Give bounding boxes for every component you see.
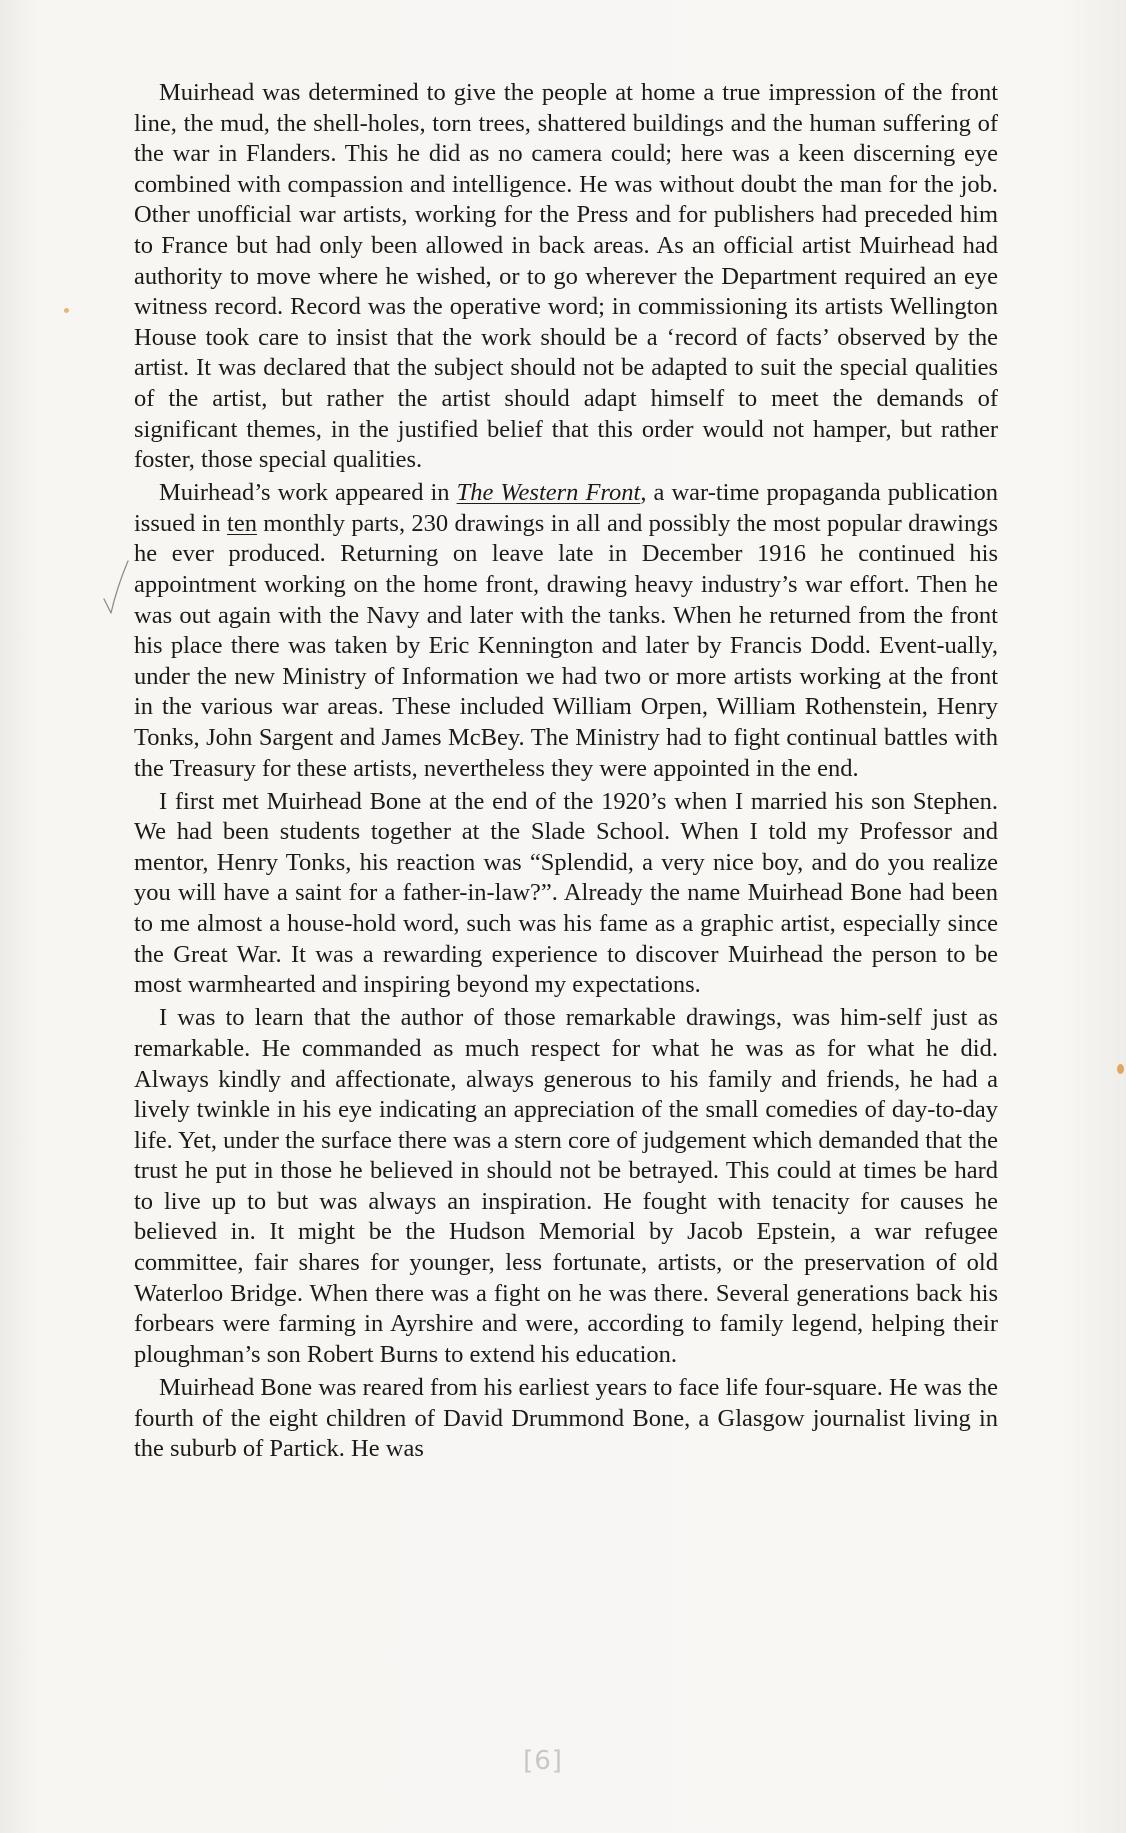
page-number: [6] — [523, 1746, 563, 1776]
paragraph-text: I was to learn that the author of those remarkable drawings, was him-self just as remarkable. He commanded as much respect for what he was as for what he did. Always kindly and affectionate, always generous to his family and friends, he had a lively twinkle in his eye indicating an appreciation of the small comedies of day-to-day life. Yet, under the surface there was a stern core of judgement which demanded that the trust he put in those he believed in should not be betrayed. This could at times be hard to live up to but was always an inspiration. He fought with tenacity for causes he believed in. It might be the Hudson Memorial by Jacob Epstein, a war refugee committee, fair shares for younger, less fortunate, artists, or the preservation of old Waterloo Bridge. When there was a fight on he was there. Several generations back his forbears were farming in Ayrshire and were, according to family legend, helping their ploughman’s son Robert Burns to extend his education. — [134, 1004, 998, 1368]
paragraph-text: monthly parts, 230 drawings in all and possibly the most popular drawings he ever produced. Returning on leave late in December 1916 he continued his appointment working on the home front, drawing heavy industry’s war effort. Then he was out again with the Navy and later with the tanks. When he returned from the front his place there was taken by Eric Kennington and later by Francis Dodd. Event-ually, under the new Ministry of Information we had two or more artists working at the front in the various war areas. These included William Orpen, William Rothenstein, Henry Tonks, John Sargent and James McBey. The Ministry had to fight continual battles with the Treasury for these artists, nevertheless they were appointed in the end. — [134, 509, 998, 782]
body-text — [134, 78, 998, 1467]
paragraph-text: Muirhead Bone was reared from his earliest years to face life four-square. He was the fourth of the eight children of David Drummond Bone, a Glasgow journalist living in the suburb of Partick. He was — [134, 1373, 998, 1463]
publication-title: The Western Front — [456, 479, 641, 507]
paragraph-text: I first met Muirhead Bone at the end of the 1920’s when I married his son Stephen. We had been students together at the Slade School. When I told my Professor and mentor, Henry Tonks, his reaction was “Splendid, a very nice boy, and do you realize you will have a saint for a father-in-law?”. Already the name Muirhead Bone had been to me almost a house-hold word, such was his fame as a graphic artist, especially since the Great War. It was a rewarding experience to discover Muirhead the person to be most warmhearted and inspiring beyond my expectations. — [134, 787, 998, 999]
paragraph — [134, 1373, 998, 1465]
paper-blemish — [1117, 1064, 1124, 1074]
paragraph — [134, 1003, 998, 1370]
paragraph-text: Muirhead’s work appeared in — [159, 479, 457, 507]
paragraph-text: , a war-time propaganda publication issued in — [134, 479, 999, 537]
paragraph — [134, 478, 998, 784]
paragraph — [134, 787, 998, 1001]
underlined-word: ten — [227, 509, 257, 537]
paragraph-text: Muirhead was determined to give the people at home a true impression of the front line, the mud, the shell-holes, torn trees, shattered buildings and the human suffering of the war in Flanders. This he did as no camera could; here was a keen discerning eye combined with compassion and intelligence. He was without doubt the man for the job. Other unofficial war artists, working for the Press and for publishers had preceded him to France but had only been allowed in back areas. As an official artist Muirhead had authority to move where he wished, or to go wherever the Department required an eye witness record. Record was the operative word; in commissioning its artists Wellington House took care to insist that the work should be a ‘record of facts’ observed by the artist. It was declared that the subject should not be adapted to suit the special qualities of the artist, but rather the artist should adapt himself to meet the demands of significant themes, in the justified belief that this order would not hamper, but rather foster, those special qualities. — [134, 79, 998, 474]
tick-mark-icon — [101, 557, 131, 617]
paper-blemish — [64, 308, 69, 313]
paragraph — [134, 78, 998, 476]
